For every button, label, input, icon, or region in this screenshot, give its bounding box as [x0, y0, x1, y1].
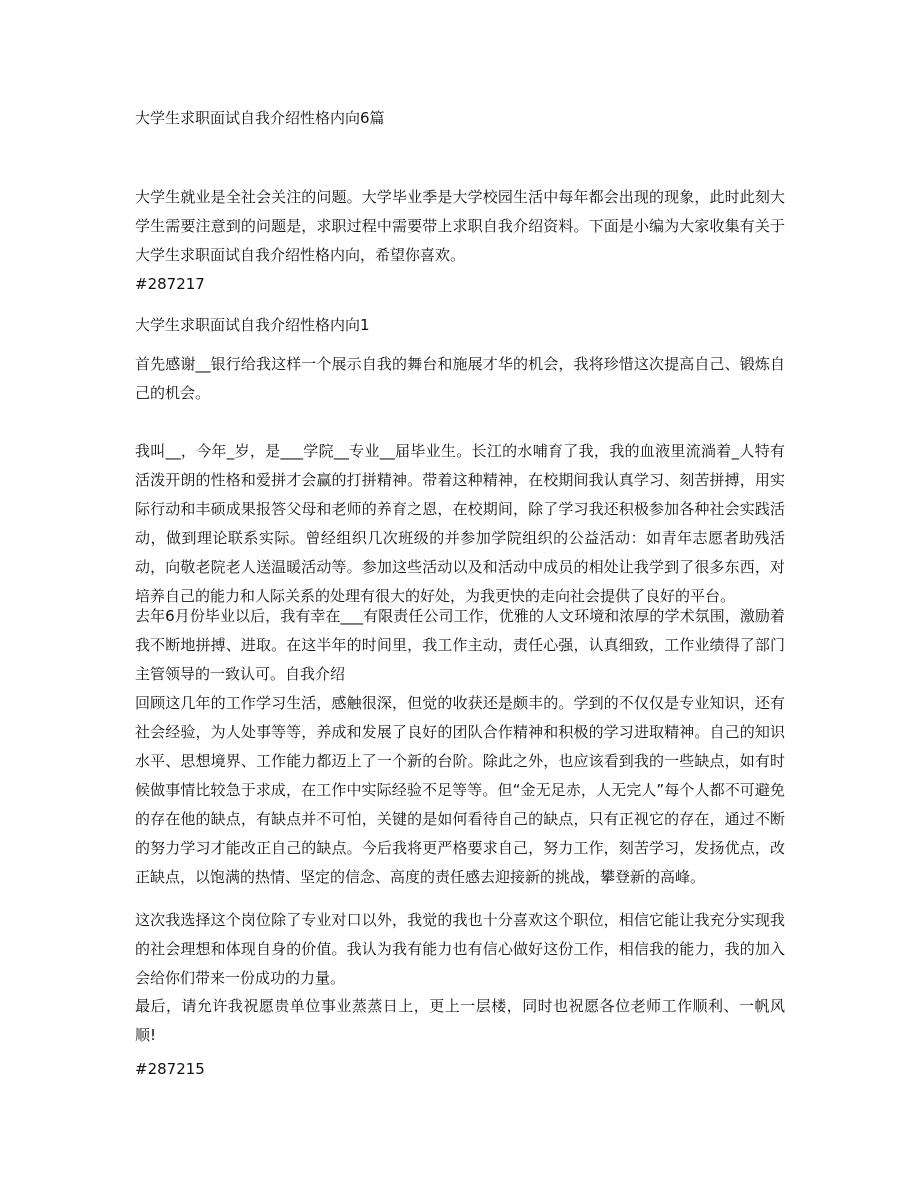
body-paragraph-4: 回顾这几年的工作学习生活，感触很深，但觉的收获还是颇丰的。学到的不仅仅是专业知识，还有社会经验，为人处事等等，养成和发展了良好的团队合作精神和积极的学习进取精神。自己的知识水平、思想境界、工作能力都迈上了一个新的台阶。除此之外，也应该看到我的一些缺点，如有时候做事情比较急于求成，在工作中实际经验不足等等。但“金无足赤，人无完人”每个人都不可避免的存在他的缺点，有缺点并不可怕，关键的是如何看待自己的缺点，只有正视它的存在，通过不断的努力学习才能改正自己的缺点。今后我将更严格要求自己，努力工作，刻苦学习，发扬优点，改正缺点，以饱满的热情、坚定的信念、高度的责任感去迎接新的挑战，攀登新的高峰。 — [135, 694, 785, 886]
reference-id-1: #287217 — [135, 275, 205, 293]
section-title-1: 大学生求职面试自我介绍性格内向1 — [135, 316, 370, 334]
body-paragraph-1: 首先感谢__银行给我这样一个展示自我的舞台和施展才华的机会，我将珍惜这次提高自己、锻炼自己的机会。 — [135, 355, 785, 402]
body-paragraph-3: 去年6月份毕业以后，我有幸在___有限责任公司工作，优雅的人文环境和浓厚的学术氛围，激励着我不断地拼搏、进取。在这半年的时间里，我工作主动，责任心强，认真细致，工作业绩得了部门主管领导的一致认可。自我介绍 — [135, 607, 785, 683]
body-paragraph-6: 最后，请允许我祝愿贵单位事业蒸蒸日上，更上一层楼，同时也祝愿各位老师工作顺利、一帆风顺! — [135, 997, 785, 1044]
reference-id-2: #287215 — [135, 1060, 205, 1078]
page-title: 大学生求职面试自我介绍性格内向6篇 — [135, 109, 385, 127]
body-paragraph-5: 这次我选择这个岗位除了专业对口以外，我觉的我也十分喜欢这个职位，相信它能让我充分实现我的社会理想和体现自身的价值。我认为我有能力也有信心做好这份工作，相信我的能力，我的加入会给你们带来一份成功的力量。 — [135, 911, 785, 987]
body-paragraph-2: 我叫__，今年_岁，是___学院__专业__届毕业生。长江的水哺育了我，我的血液里流淌着_人特有活泼开朗的性格和爱拼才会赢的打拼精神。带着这种精神，在校期间我认真学习、刻苦拼搏，用实际行动和丰硕成果报答父母和老师的养育之恩，在校期间，除了学习我还积极参加各种社会实践活动，做到理论联系实际。曾经组织几次班级的并参加学院组织的公益活动：如青年志愿者助残活动，向敬老院老人送温暖活动等。参加这些活动以及和活动中成员的相处让我学到了很多东西，对培养自己的能力和人际关系的处理有很大的好处，为我更快的走向社会提供了良好的平台。 — [135, 442, 785, 605]
intro-paragraph: 大学生就业是全社会关注的问题。大学毕业季是大学校园生活中每年都会出现的现象，此时此刻大学生需要注意到的问题是，求职过程中需要带上求职自我介绍资料。下面是小编为大家收集有关于大学生求职面试自我介绍性格内向，希望你喜欢。 — [135, 188, 785, 264]
